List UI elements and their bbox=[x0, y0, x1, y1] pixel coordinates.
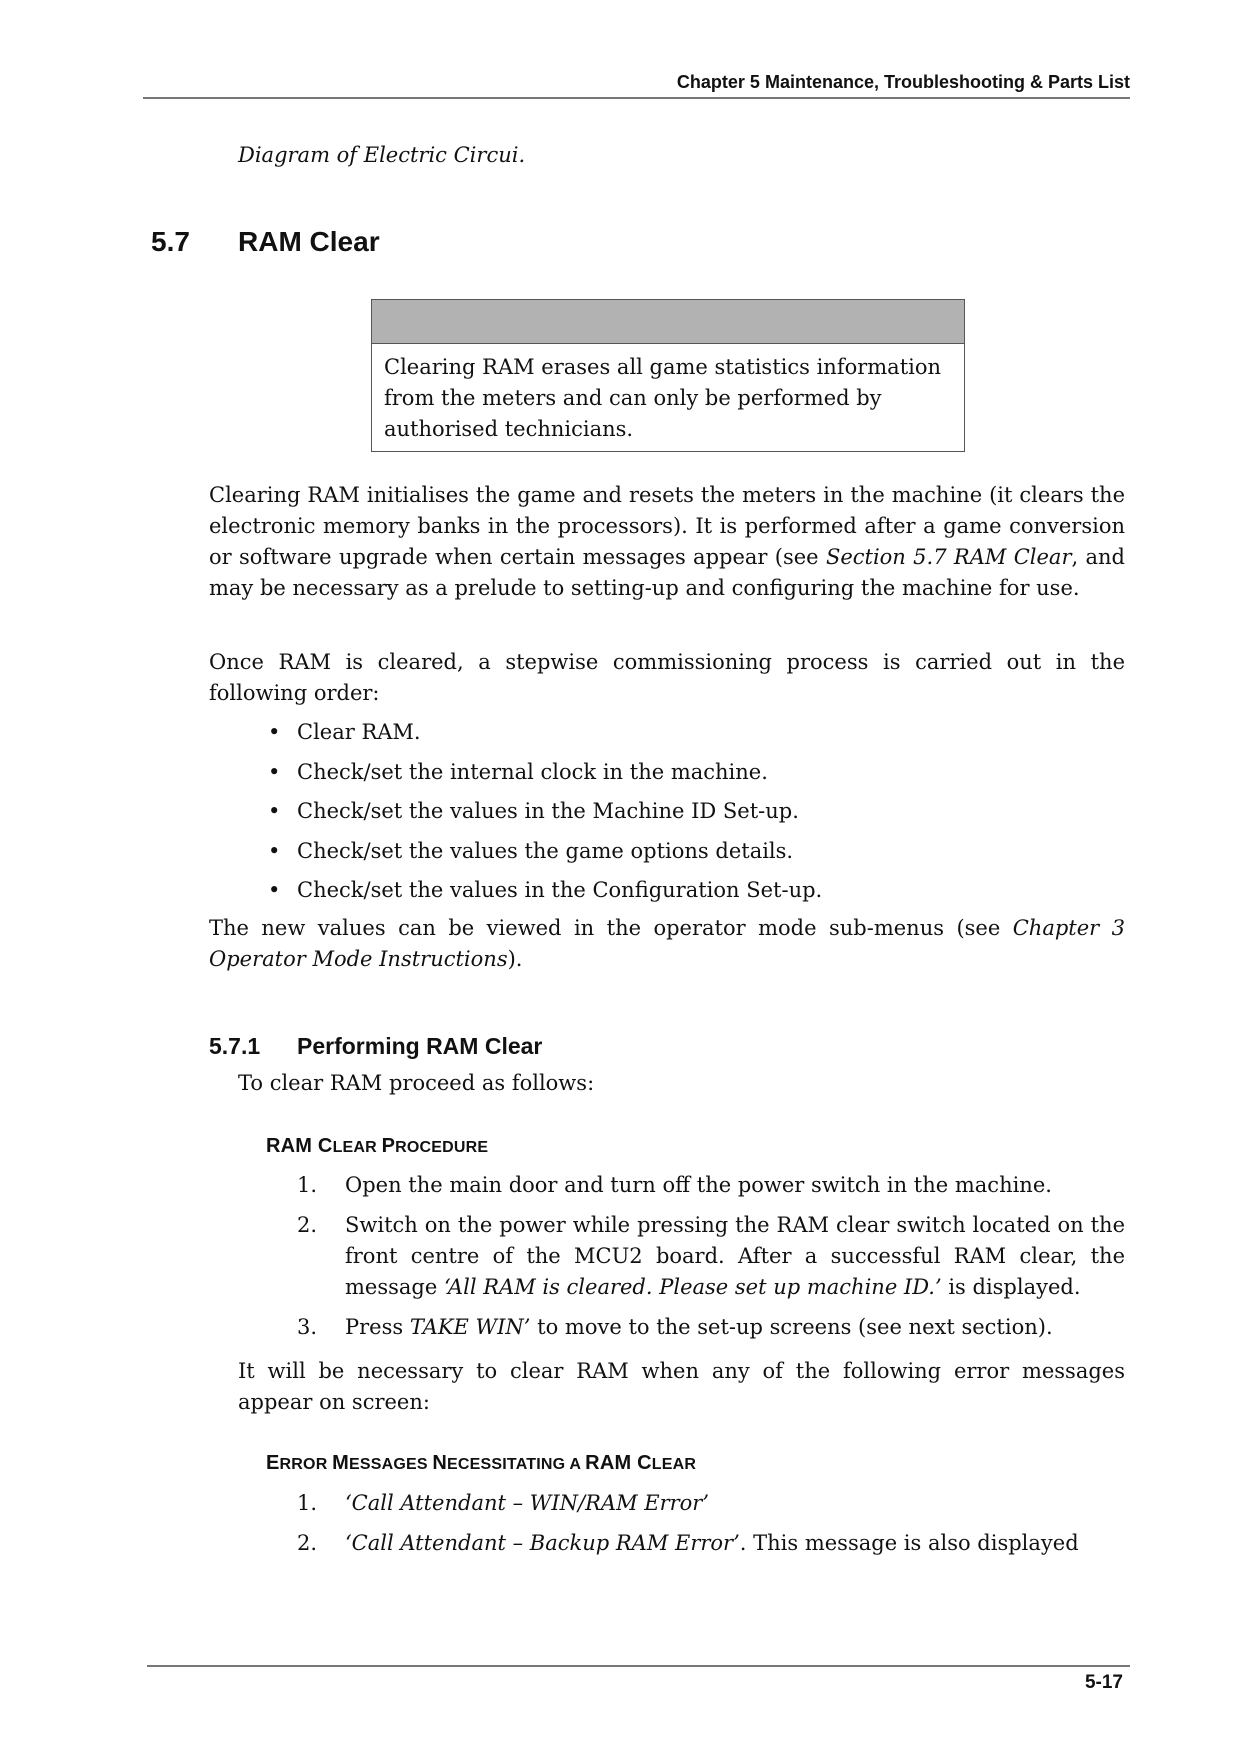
subsection-title: Performing RAM Clear bbox=[297, 1033, 543, 1059]
error-intro-paragraph: It will be necessary to clear RAM when any of the following error messages appear on screen: bbox=[238, 1359, 1125, 1414]
heading-part: ECESSITATING A bbox=[447, 1456, 586, 1473]
procedure-step bbox=[297, 1210, 1125, 1303]
list-item-text: Check/set the values in the Configuration Set-up. bbox=[297, 878, 823, 902]
list-item bbox=[268, 796, 822, 836]
bullet-icon: • bbox=[268, 799, 281, 823]
heading-part: RROR bbox=[279, 1456, 333, 1473]
step-text-part: is displayed. bbox=[941, 1275, 1081, 1299]
section-title: RAM Clear bbox=[238, 226, 380, 257]
error-message: ‘Call Attendant – WIN/RAM Error’ bbox=[345, 1491, 710, 1515]
warning-box bbox=[371, 299, 965, 452]
bullet-icon: • bbox=[268, 838, 281, 863]
item-text bbox=[345, 1488, 1125, 1519]
heading-part: C bbox=[317, 1135, 333, 1157]
heading-part: ROCEDURE bbox=[395, 1139, 489, 1156]
intro-paragraph bbox=[209, 480, 1125, 604]
list-item-text: Check/set the values the game options details. bbox=[297, 838, 794, 863]
heading-part: LEAR bbox=[332, 1139, 382, 1156]
heading-part: R bbox=[266, 1135, 281, 1157]
bullet-icon: • bbox=[268, 878, 281, 902]
procedure-step bbox=[297, 1312, 1125, 1343]
running-header-chapter-title: Chapter 5 Maintenance, Troubleshooting & Parts List bbox=[676, 72, 1130, 92]
list-item-text: Check/set the internal clock in the machine. bbox=[297, 759, 768, 784]
procedure-heading bbox=[266, 1135, 488, 1158]
procedure-step bbox=[297, 1170, 1125, 1201]
error-messages-list bbox=[297, 1488, 1125, 1568]
heading-part: E bbox=[266, 1452, 280, 1474]
step-number: 1. bbox=[297, 1173, 318, 1197]
step-text bbox=[345, 1170, 1125, 1201]
subsection-number: 5.7.1 bbox=[209, 1033, 261, 1059]
step-text bbox=[345, 1312, 1125, 1343]
button-name: TAKE WIN’ bbox=[409, 1315, 531, 1339]
list-item-text: Check/set the values in the Machine ID Set-up. bbox=[297, 799, 799, 823]
warning-box-header bbox=[372, 300, 964, 344]
item-number: 1. bbox=[297, 1491, 318, 1515]
paragraph-text: ). bbox=[507, 947, 523, 971]
heading-part: ESSAGES bbox=[348, 1456, 433, 1473]
item-text bbox=[345, 1528, 1125, 1559]
operator-mode-paragraph bbox=[209, 913, 1125, 975]
step-number: 3. bbox=[297, 1315, 318, 1339]
error-messages-heading bbox=[266, 1452, 696, 1475]
commissioning-paragraph: Once RAM is cleared, a stepwise commissioning process is carried out in the following order: bbox=[209, 650, 1125, 705]
item-number: 2. bbox=[297, 1531, 318, 1555]
cross-reference-link[interactable]: Section 5.7 RAM Clear bbox=[825, 545, 1072, 569]
list-item-text: Clear RAM. bbox=[297, 720, 421, 744]
procedure-steps-list bbox=[297, 1170, 1125, 1352]
step-text-part: Switch on the power while pressing the RAM clear switch located on the front centre of the MCU2 board. After a successful RAM clear, the message bbox=[345, 1213, 1125, 1299]
error-message-item bbox=[297, 1528, 1125, 1559]
heading-part: M bbox=[332, 1452, 349, 1474]
step-text-part: Press bbox=[345, 1315, 410, 1339]
heading-part: P bbox=[381, 1135, 396, 1157]
heading-part: N bbox=[432, 1452, 448, 1474]
heading-part: LEAR bbox=[651, 1456, 697, 1473]
footer-divider bbox=[147, 1665, 1130, 1667]
cross-reference-link[interactable]: Chapter 3 Operator Mode Instructions bbox=[209, 916, 1126, 971]
on-screen-message: ‘All RAM is cleared. Please set up machine ID.’ bbox=[443, 1275, 942, 1299]
commissioning-steps-list bbox=[268, 717, 822, 915]
bullet-icon: • bbox=[268, 720, 281, 744]
figure-caption: Diagram of Electric Circui. bbox=[238, 143, 526, 167]
step-number: 2. bbox=[297, 1213, 318, 1237]
paragraph-text: The new values can be viewed in the operator mode sub-menus (see bbox=[209, 916, 1013, 940]
error-message-item bbox=[297, 1488, 1125, 1519]
bullet-icon: • bbox=[268, 759, 281, 784]
section-number: 5.7 bbox=[151, 226, 190, 257]
step-text-part: to move to the set-up screens (see next section). bbox=[530, 1315, 1053, 1339]
heading-part: RAM C bbox=[585, 1452, 652, 1474]
subsection-intro: To clear RAM proceed as follows: bbox=[238, 1071, 595, 1095]
list-item bbox=[268, 757, 822, 797]
list-item bbox=[268, 875, 822, 915]
paragraph-text: Clearing RAM initialises the game and resets the meters in the machine (it clears the electronic memory banks in the processors). It is performed after a game conversion or software upgrade when certain messages appear (see bbox=[209, 483, 1125, 569]
step-text-part: Open the main door and turn off the power switch in the machine. bbox=[345, 1173, 1052, 1197]
header-divider bbox=[143, 97, 1130, 99]
warning-box-text: Clearing RAM erases all game statistics information from the meters and can only be performed by authorised technicians. bbox=[384, 355, 942, 441]
heading-part: AM bbox=[280, 1135, 318, 1157]
list-item bbox=[268, 836, 822, 876]
paragraph-text: , and may be necessary as a prelude to setting-up and configuring the machine for use. bbox=[209, 545, 1125, 600]
list-item bbox=[268, 717, 822, 757]
step-text bbox=[345, 1210, 1125, 1303]
error-message: ‘Call Attendant – Backup RAM Error’ bbox=[345, 1531, 740, 1555]
page-number: 5-17 bbox=[1084, 1672, 1123, 1693]
item-text-part: . This message is also displayed bbox=[739, 1531, 1079, 1555]
